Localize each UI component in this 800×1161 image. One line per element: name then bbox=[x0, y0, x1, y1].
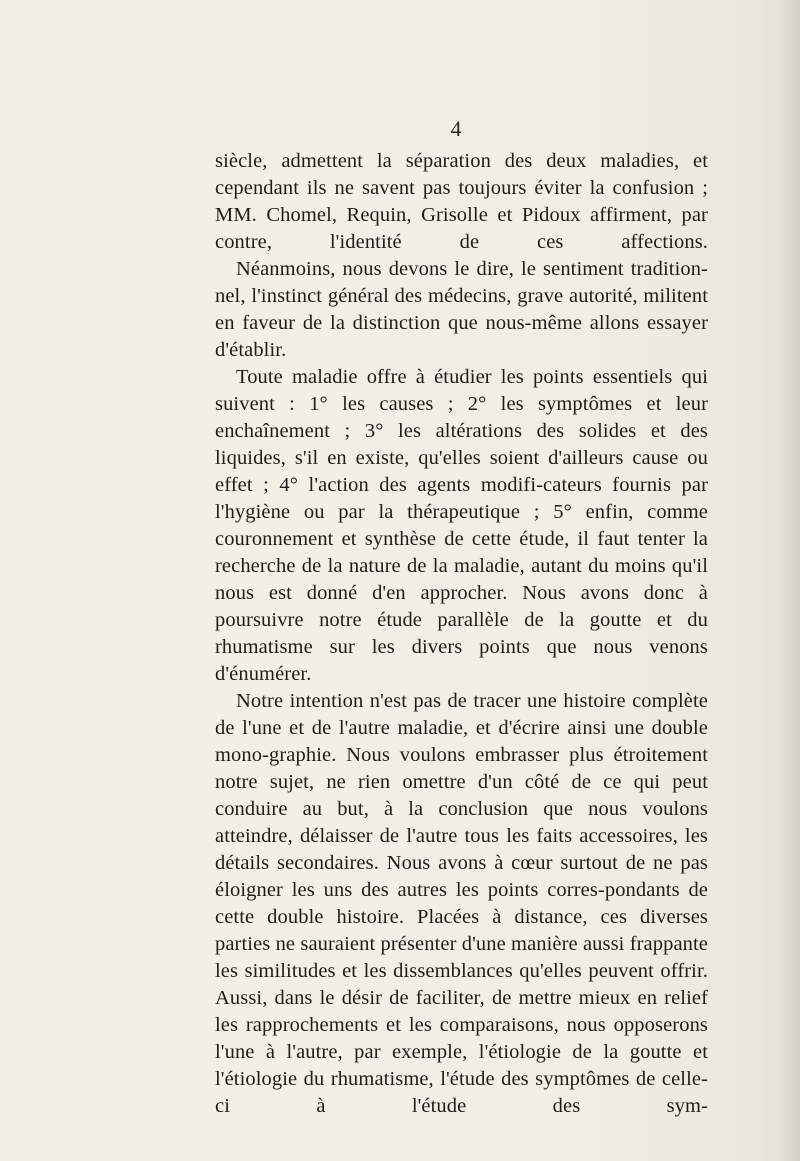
page-number: 4 bbox=[450, 116, 462, 141]
paragraph-4: Notre intention n'est pas de tracer une histoire complète de l'une et de l'autre maladie, et d'écrire ainsi une double mono-graphie. Nous voulons embrasser plus étroitement notre sujet, ne rien omettre d'un côté de ce qui peut conduire au but, à la conclusion que nous voulons atteindre, délaisser de l'autre tous les faits accessoires, les détails secondaires. Nous avons à cœur surtout de ne pas éloigner les uns des autres les points corres-pondants de cette double histoire. Placées à distance, ces diverses parties ne sauraient présenter d'une manière aussi frappante les similitudes et les dissemblances qu'elles peuvent offrir. Aussi, dans le désir de faciliter, de mettre mieux en relief les rapprochements et les comparaisons, nous opposerons l'une à l'autre, par exemple, l'étiologie de la goutte et l'étiologie du rhumatisme, l'étude des symptômes de celle-ci à l'étude des sym- bbox=[215, 690, 708, 1117]
page-gutter-shadow bbox=[778, 0, 800, 1161]
paragraph-2: Néanmoins, nous devons le dire, le sentiment tradition-nel, l'instinct général des médecins, grave autorité, militent en faveur de la distinction que nous-même allons essayer d'établir. bbox=[215, 258, 708, 361]
paragraph-3: Toute maladie offre à étudier les points essentiels qui suivent : 1° les causes ; 2° les symptômes et leur enchaînement ; 3° les altérations des solides et des liquides, s'il en existe, qu'elles soient d'ailleurs cause ou effet ; 4° l'action des agents modifi-cateurs fournis par l'hygiène ou par la thérapeutique ; 5° enfin, comme couronnement et synthèse de cette étude, il faut tenter la recherche de la nature de la maladie, autant du moins qu'il nous est donné d'en approcher. Nous avons donc à poursuivre notre étude parallèle de la goutte et du rhumatisme sur les divers points que nous venons d'énumérer. bbox=[215, 366, 708, 685]
body-text bbox=[215, 148, 708, 1120]
paragraph-1: siècle, admettent la séparation des deux maladies, et cependant ils ne savent pas toujours éviter la confusion ; MM. Chomel, Requin, Grisolle et Pidoux affirment, par contre, l'identité de ces affections. bbox=[215, 150, 708, 253]
